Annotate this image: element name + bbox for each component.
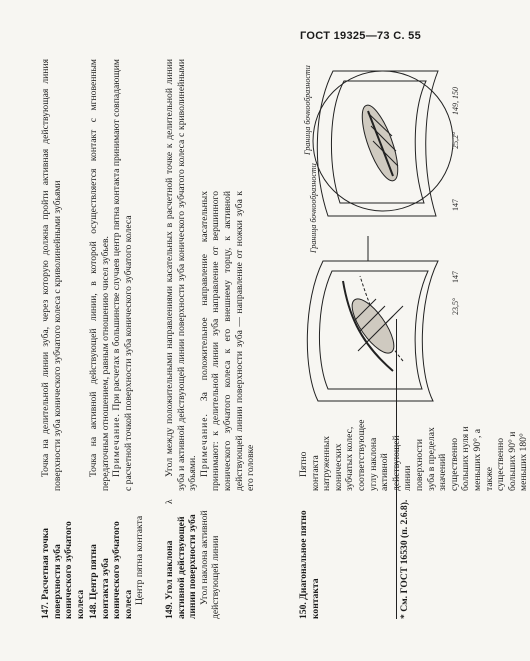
note-149-text: За положительное направление касательных принимают: к делительной линии зуба направление от вершинного конического зубчатого колеса к его внешнему торцу, к активной действующей линии поверхности зуба — направление от ножки зуба к его головке xyxy=(198,191,257,491)
term-149-alt: Угол наклона активной действующей линии xyxy=(198,510,222,619)
definition-150 xyxy=(298,421,530,491)
note-148-text: При расчетах в большинстве случаев центр пятна контакта принимают совпадающим с расчетной точкой поверхности зуба конического зубчатого колеса xyxy=(111,58,134,491)
term-150-label: 150. Диагональное пятно контакта xyxy=(298,510,321,619)
term-150 xyxy=(298,509,321,619)
definition-147 xyxy=(40,59,63,491)
definition-147-text: Точка на делительной линии зуба, через которую должна пройти активная действующая линия поверхности зуба конического зубчатого колеса с криволинейными зубьями xyxy=(40,59,63,491)
term-147-label: 147. Расчетная точка поверхности зуба конического зубчатого колеса xyxy=(40,521,86,619)
term-148 xyxy=(88,509,146,619)
label-149-150: 149, 150 xyxy=(451,87,460,115)
definition-150-text: Пятно контакта натруженных конических зубчатых колес, соответствующее углу наклона активной действующей линии поверхности зуба в пределах значений существенно больших нуля и меньших 90°, а также существенно больших 90° и меньших 180° xyxy=(298,419,530,491)
note-149 xyxy=(199,191,257,491)
note-149-label: Примечание. xyxy=(198,413,210,477)
label-147a: 147 xyxy=(451,271,460,283)
contact-pattern-figure xyxy=(298,61,463,411)
label-boundary-left: Граница бочкообразности xyxy=(309,163,318,253)
symbol-149: λ xyxy=(164,499,175,504)
term-148-label: 148. Центр пятна контакта зуба конического зубчатого колеса xyxy=(88,521,134,619)
footnote: * См. ГОСТ 16530 (п. 2.6.8). xyxy=(396,319,411,619)
term-149 xyxy=(164,509,222,619)
note-148 xyxy=(111,59,134,491)
label-boundary-right: Граница бочкообразности xyxy=(303,65,312,155)
page-header: ГОСТ 19325—73 С. 55 xyxy=(300,30,421,42)
label-147b: 147 xyxy=(451,199,460,211)
definition-149 xyxy=(164,59,257,491)
definition-149-text: Угол между положительными направлениями касательных в расчетной точке к делительной линии зуба и активной действующей линии поверхности зуба конического зубчатого колеса с криволинейными зубьями. xyxy=(164,59,199,491)
term-148-alt: Центр пятна контакта xyxy=(134,515,146,605)
tooth-diagram-right xyxy=(313,71,453,216)
gear-tooth-diagrams xyxy=(298,61,463,411)
label-angle-b: 25,2° xyxy=(451,131,460,149)
term-147 xyxy=(40,509,86,619)
note-148-label: Примечание. xyxy=(111,413,123,477)
rotated-page-body xyxy=(40,58,530,619)
tooth-diagram-left xyxy=(307,236,438,401)
definition-148 xyxy=(88,59,134,491)
term-149-label: 149. Угол наклона активной действующей линии поверхности зуба xyxy=(164,514,199,619)
definition-148-text: Точка на активной действующей линии, в которой осуществляется контакт с мгновенным передаточным отношением, равным отношению чисел зубьев. xyxy=(88,59,111,491)
label-angle-a: 23,5° xyxy=(451,297,460,315)
